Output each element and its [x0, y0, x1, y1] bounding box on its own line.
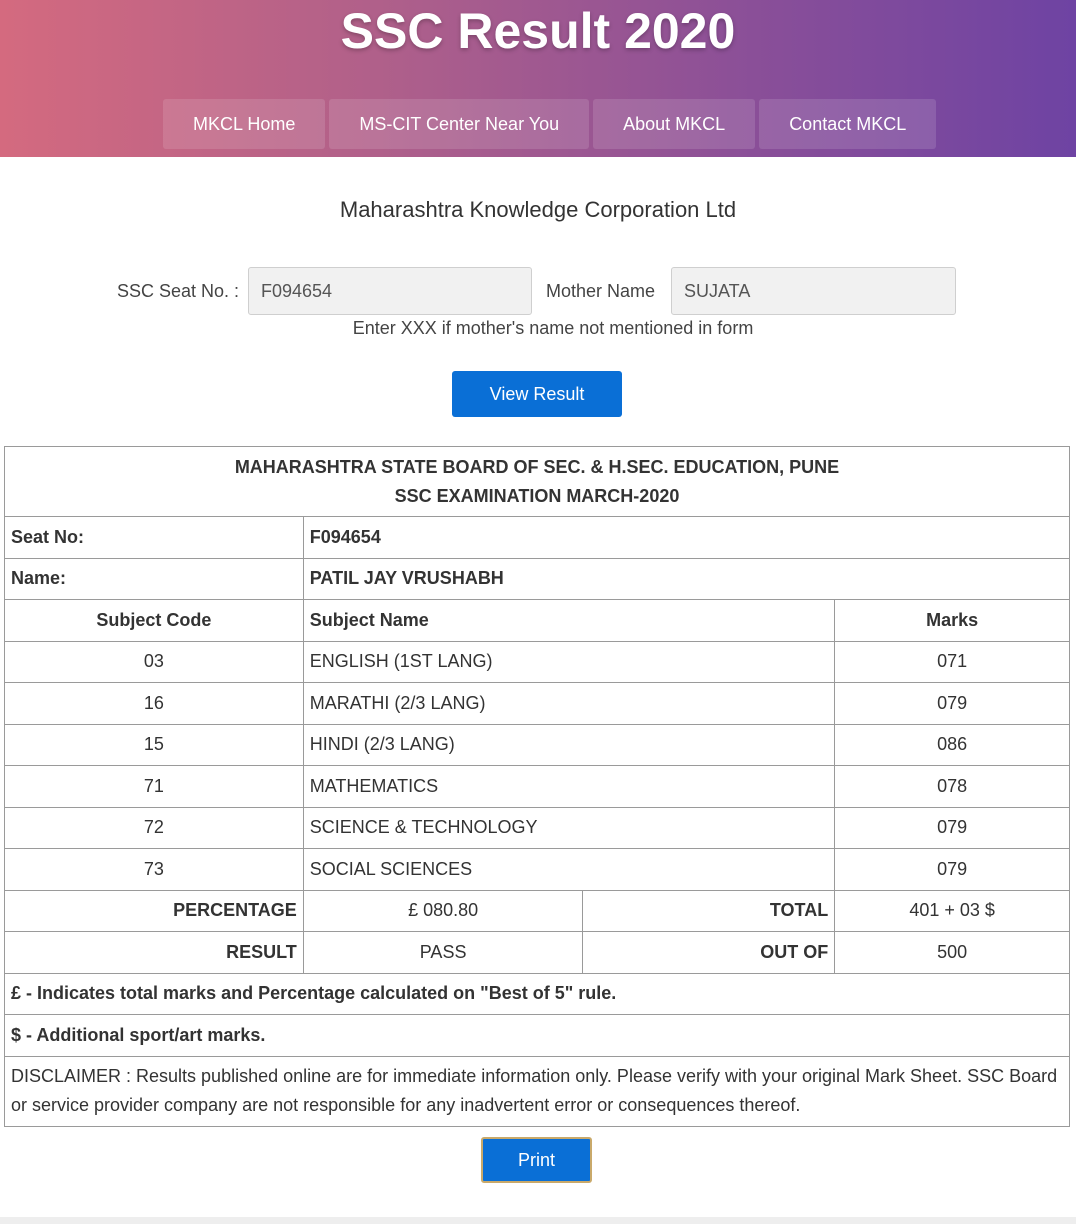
seat-no-key: Seat No:: [5, 517, 304, 559]
subject-marks: 078: [835, 766, 1070, 808]
col-subject-code: Subject Code: [5, 600, 304, 642]
footer-divider: [0, 1217, 1076, 1224]
subject-marks: 079: [835, 849, 1070, 891]
best-of-five-note: £ - Indicates total marks and Percentage calculated on "Best of 5" rule.: [5, 973, 1070, 1015]
seat-row: [5, 517, 1070, 559]
subjects-header-row: [5, 600, 1070, 642]
board-name: MAHARASHTRA STATE BOARD OF SEC. & H.SEC. EDUCATION, PUNE: [234, 456, 840, 477]
note-row: [5, 1015, 1070, 1057]
percentage-row: [5, 890, 1070, 932]
table-row: [5, 766, 1070, 808]
table-row: [5, 641, 1070, 683]
table-row: [5, 807, 1070, 849]
total-value: 401 + 03 $: [835, 890, 1070, 932]
seat-no-label: SSC Seat No. :: [117, 281, 240, 301]
subject-name: SCIENCE & TECHNOLOGY: [303, 807, 834, 849]
subject-code: 71: [5, 766, 304, 808]
disclaimer-row: [5, 1056, 1070, 1126]
out-of-value: 500: [835, 932, 1070, 974]
table-row: [5, 683, 1070, 725]
result-header-row: [5, 447, 1070, 517]
page-title: SSC Result 2020: [340, 3, 736, 59]
subject-name: MATHEMATICS: [303, 766, 834, 808]
subject-marks: 079: [835, 807, 1070, 849]
view-result-button[interactable]: View Result: [452, 371, 622, 417]
result-header: [5, 447, 1070, 517]
disclaimer-text: DISCLAIMER : Results published online are for immediate information only. Please verify with your original Mark Sheet. SSC Board or service provider company are not responsible for any inadvertent error or consequences thereof.: [5, 1056, 1070, 1126]
nav-contact-mkcl[interactable]: Contact MKCL: [759, 99, 936, 149]
table-row: [5, 724, 1070, 766]
seat-no-input[interactable]: [248, 267, 532, 315]
result-value: PASS: [303, 932, 583, 974]
nav-mkcl-home[interactable]: MKCL Home: [163, 99, 325, 149]
result-table: [4, 446, 1070, 1127]
seat-no-value: F094654: [303, 517, 1069, 559]
name-key: Name:: [5, 558, 304, 600]
subject-code: 03: [5, 641, 304, 683]
subject-code: 72: [5, 807, 304, 849]
additional-marks-note: $ - Additional sport/art marks.: [5, 1015, 1070, 1057]
table-row: [5, 849, 1070, 891]
col-subject-name: Subject Name: [303, 600, 834, 642]
nav-mscit-center[interactable]: MS-CIT Center Near You: [329, 99, 589, 149]
out-of-label: OUT OF: [583, 932, 835, 974]
col-marks: Marks: [835, 600, 1070, 642]
header-banner: [0, 0, 1076, 157]
subject-name: HINDI (2/3 LANG): [303, 724, 834, 766]
subject-name: SOCIAL SCIENCES: [303, 849, 834, 891]
organization-name: Maharashtra Knowledge Corporation Ltd: [339, 197, 737, 222]
nav-about-mkcl[interactable]: About MKCL: [593, 99, 755, 149]
result-label: RESULT: [5, 932, 304, 974]
total-label: TOTAL: [583, 890, 835, 932]
subject-marks: 071: [835, 641, 1070, 683]
mother-name-label: Mother Name: [546, 281, 656, 301]
subject-marks: 086: [835, 724, 1070, 766]
subject-name: ENGLISH (1ST LANG): [303, 641, 834, 683]
note-row: [5, 973, 1070, 1015]
subject-code: 15: [5, 724, 304, 766]
percentage-value: £ 080.80: [303, 890, 583, 932]
subject-marks: 079: [835, 683, 1070, 725]
subject-code: 73: [5, 849, 304, 891]
exam-name: SSC EXAMINATION MARCH-2020: [394, 485, 680, 506]
percentage-label: PERCENTAGE: [5, 890, 304, 932]
subject-name: MARATHI (2/3 LANG): [303, 683, 834, 725]
print-button[interactable]: Print: [481, 1137, 592, 1183]
mother-name-hint: Enter XXX if mother's name not mentioned in form: [352, 318, 754, 338]
name-value: PATIL JAY VRUSHABH: [303, 558, 1069, 600]
result-row: [5, 932, 1070, 974]
name-row: [5, 558, 1070, 600]
mother-name-input[interactable]: [671, 267, 956, 315]
subject-code: 16: [5, 683, 304, 725]
top-nav: [163, 99, 940, 149]
